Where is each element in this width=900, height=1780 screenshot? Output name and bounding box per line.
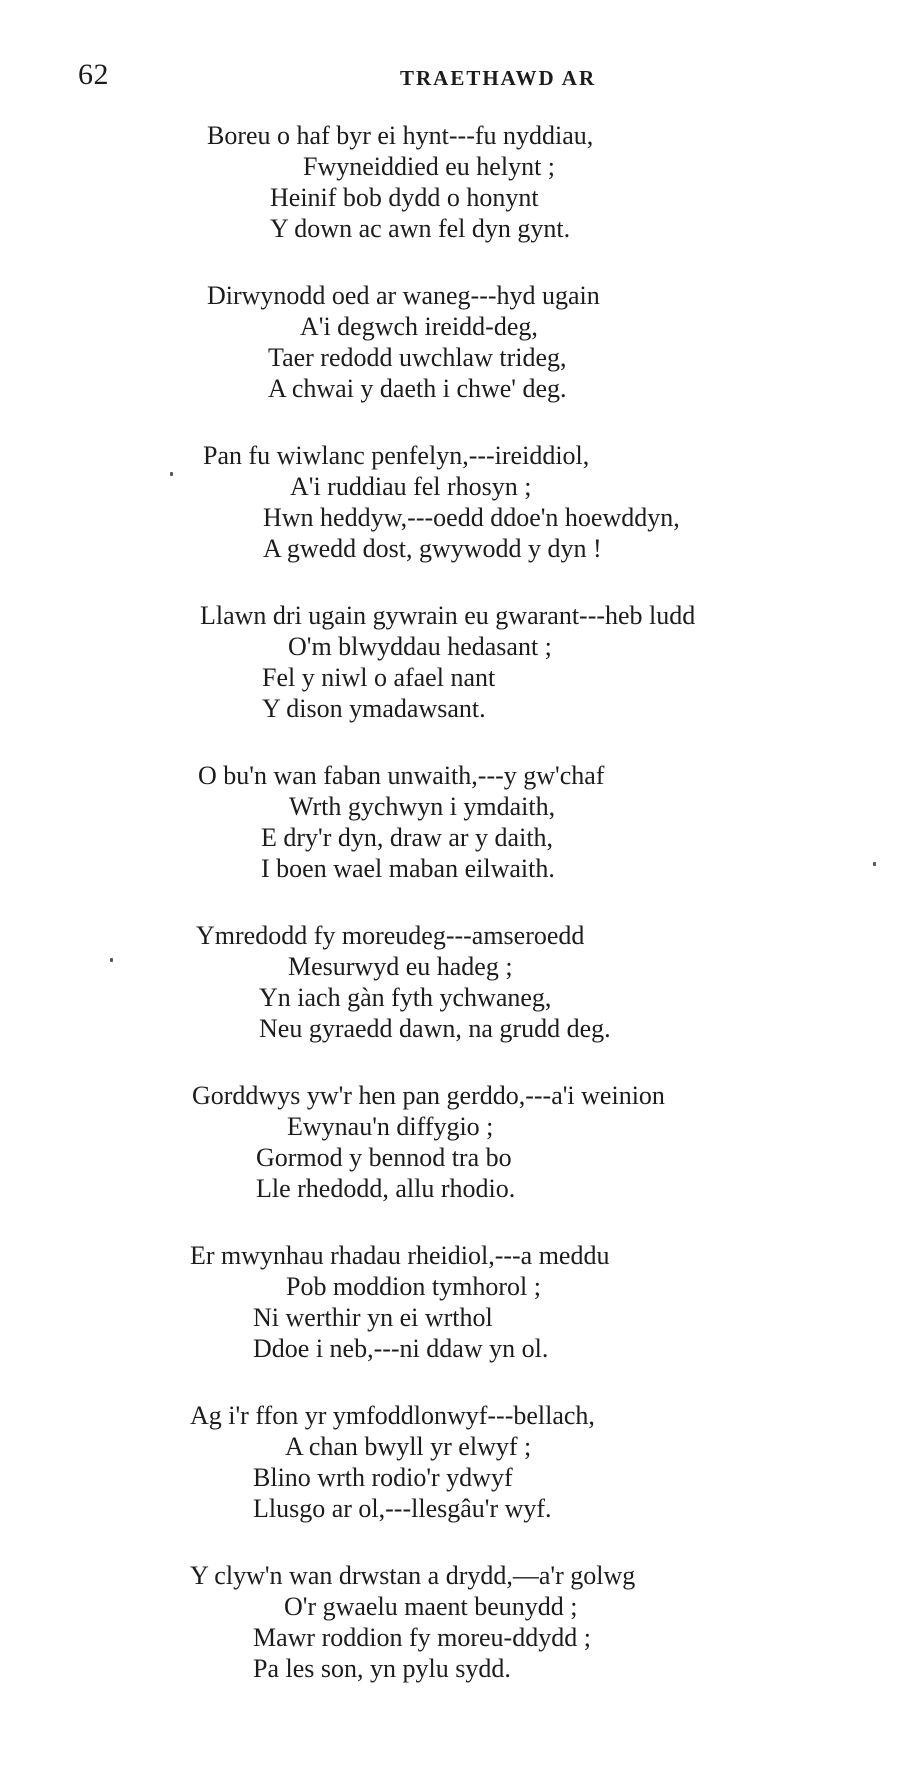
stanza-line: Mawr roddion fy moreu-ddydd ; <box>253 1623 591 1652</box>
stanza-line: Fel y niwl o afael nant <box>262 663 496 692</box>
stanza-line: A chwai y daeth i chwe' deg. <box>268 374 567 403</box>
stanza-line: Blino wrth rodio'r ydwyf <box>253 1463 513 1492</box>
stanza-line: Er mwynhau rhadau rheidiol,---a meddu <box>190 1241 610 1270</box>
stanza-line: Fwyneiddied eu helynt ; <box>303 152 556 181</box>
stanza-line: Gorddwys yw'r hen pan gerddo,---a'i weinion <box>192 1081 665 1110</box>
stanza-line: Heinif bob dydd o honynt <box>270 183 539 212</box>
stanza-line: Y dison ymadawsant. <box>262 694 486 723</box>
stanza-line: O bu'n wan faban unwaith,---y gw'chaf <box>198 761 605 790</box>
stanza-line: Ymredodd fy moreudeg---amseroedd <box>196 921 585 950</box>
stanza-line: Mesurwyd eu hadeg ; <box>288 952 513 981</box>
stanza-line: Gormod y bennod tra bo <box>256 1143 512 1172</box>
stanza-line: A gwedd dost, gwywodd y dyn ! <box>263 534 602 563</box>
running-title: TRAETHAWD AR <box>400 66 597 90</box>
stanza <box>0 600 900 725</box>
stanza-line: A'i degwch ireidd-deg, <box>300 312 538 341</box>
stanza-line: Llusgo ar ol,---llesgâu'r wyf. <box>253 1494 552 1523</box>
stanza-line: Llawn dri ugain gywrain eu gwarant---heb ludd <box>200 601 696 630</box>
stanza <box>0 1080 900 1205</box>
stanza-line: Dirwynodd oed ar waneg---hyd ugain <box>207 281 600 310</box>
stanza-line: A chan bwyll yr elwyf ; <box>285 1432 532 1461</box>
page-number: 62 <box>78 58 109 91</box>
stanza <box>0 1560 900 1685</box>
stanza-line: Ddoe i neb,---ni ddaw yn ol. <box>253 1334 549 1363</box>
stanza-line: Lle rhedodd, allu rhodio. <box>256 1174 516 1203</box>
ink-speck <box>873 862 876 866</box>
stanza <box>0 1400 900 1525</box>
stanza <box>0 760 900 885</box>
stanza-line: Pa les son, yn pylu sydd. <box>253 1654 511 1683</box>
stanza <box>0 120 900 245</box>
stanza-line: Pob moddion tymhorol ; <box>286 1272 541 1301</box>
stanza <box>0 1240 900 1365</box>
stanza <box>0 920 900 1045</box>
page-header <box>0 58 900 98</box>
stanza-line: Yn iach gàn fyth ychwaneg, <box>259 983 552 1012</box>
stanza-line: I boen wael maban eilwaith. <box>261 854 555 883</box>
stanza-line: Neu gyraedd dawn, na grudd deg. <box>259 1014 611 1043</box>
stanza-line: Hwn heddyw,---oedd ddoe'n hoewddyn, <box>263 503 680 532</box>
ink-speck <box>170 472 173 476</box>
stanza-line: Pan fu wiwlanc penfelyn,---ireiddiol, <box>203 441 590 470</box>
stanza-line: Ewynau'n diffygio ; <box>287 1112 494 1141</box>
stanza-line: O'r gwaelu maent beunydd ; <box>284 1592 578 1621</box>
stanza <box>0 440 900 565</box>
poem <box>0 120 900 1720</box>
stanza-line: Y clyw'n wan drwstan a drydd,—a'r golwg <box>190 1561 636 1590</box>
stanza-line: Taer redodd uwchlaw trideg, <box>268 343 567 372</box>
stanza-line: Y down ac awn fel dyn gynt. <box>270 214 571 243</box>
stanza-line: Ag i'r ffon yr ymfoddlonwyf---bellach, <box>190 1401 595 1430</box>
stanza-line: A'i ruddiau fel rhosyn ; <box>290 472 532 501</box>
ink-speck <box>110 958 113 962</box>
stanza-line: Boreu o haf byr ei hynt---fu nyddiau, <box>207 121 594 150</box>
stanza-line: O'm blwyddau hedasant ; <box>288 632 552 661</box>
stanza-line: Ni werthir yn ei wrthol <box>253 1303 493 1332</box>
stanza <box>0 280 900 405</box>
stanza-line: Wrth gychwyn i ymdaith, <box>289 792 556 821</box>
stanza-line: E dry'r dyn, draw ar y daith, <box>261 823 554 852</box>
